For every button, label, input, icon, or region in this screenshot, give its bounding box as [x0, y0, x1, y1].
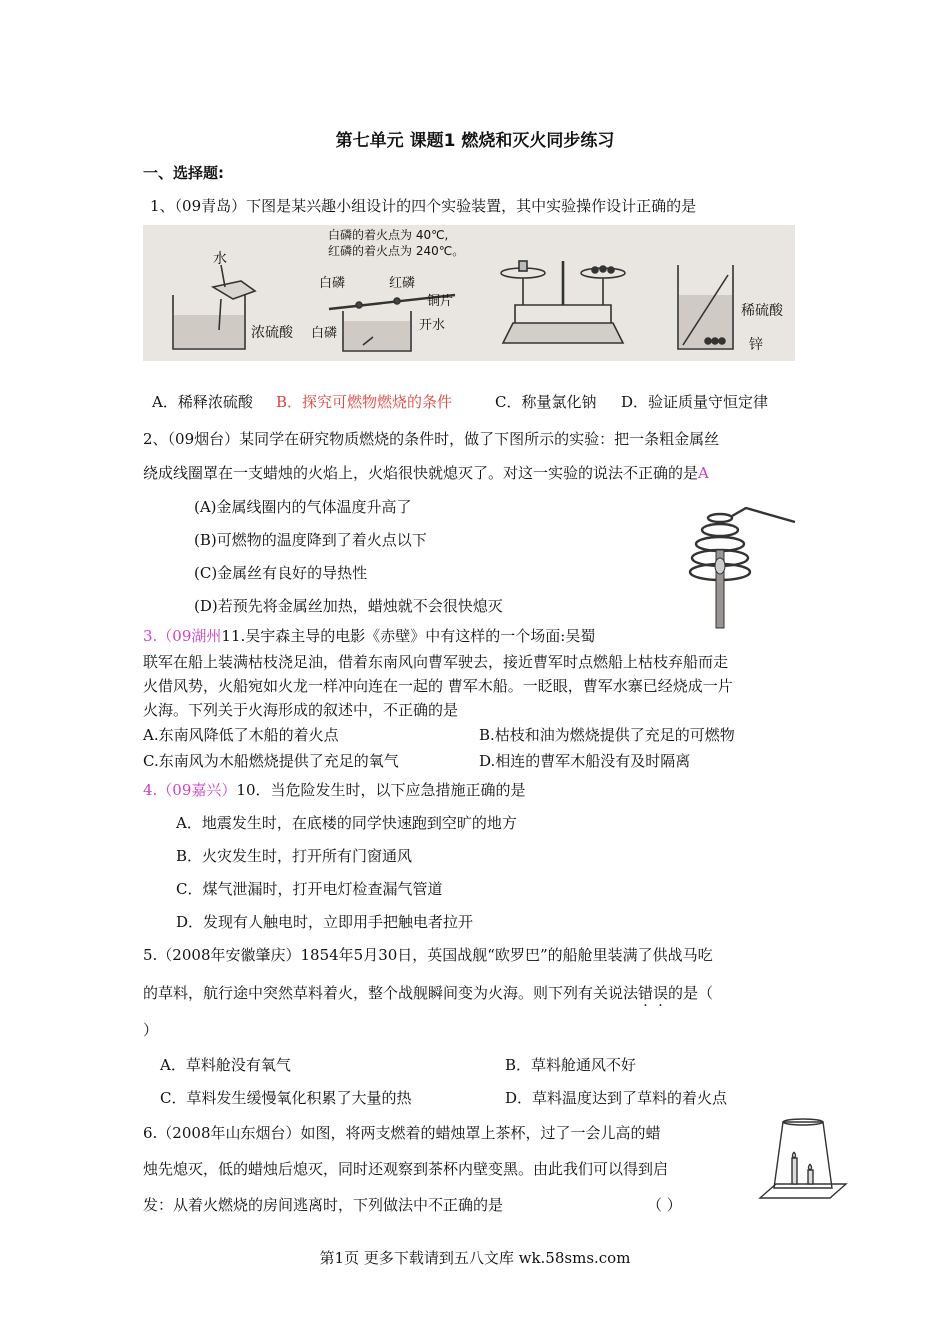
page-footer: 第1页 更多下载请到五八文库 wk.58sms.com: [319, 1249, 631, 1267]
question-4-tag: 4.（09嘉兴）: [143, 781, 237, 799]
fig-label-red-p: 红磷: [389, 276, 416, 291]
q4-option-a: A．地震发生时，在底楼的同学快速跑到空旷的地方: [176, 814, 517, 832]
q3-option-c: C.东南风为木船燃烧提供了充足的氧气: [143, 752, 399, 770]
coil-candle-figure: [680, 500, 800, 630]
question-5-line-2: [143, 982, 713, 1003]
question-3-tag: 3.（09湖州: [143, 627, 222, 645]
q1-option-b: B．探究可燃物燃烧的条件: [276, 393, 453, 411]
fig-label-white-p: 白磷: [319, 276, 346, 291]
candles-under-cup-figure: [758, 1118, 848, 1210]
fig-label-water: 水: [213, 251, 227, 267]
question-2-answer: A: [698, 464, 709, 482]
q5-option-a: A．草料舱没有氧气: [160, 1056, 291, 1074]
question-6-line-1: 6.（2008年山东烟台）如图，将两支燃着的蜡烛罩上茶杯，过了一会儿高的蜡: [143, 1124, 661, 1142]
question-2-line-1: 2、（09烟台）某同学在研究物质燃烧的条件时，做了下图所示的实验：把一条粗金属丝: [143, 430, 720, 448]
q5-option-d: D．草料温度达到了草料的着火点: [505, 1089, 728, 1107]
fig-note-2: 红磷的着火点为 240℃。: [328, 244, 465, 258]
question-3-line-4: 火海。下列关于火海形成的叙述中，不正确的是: [143, 701, 459, 719]
q4-option-b: B．火灾发生时，打开所有门窗通风: [176, 847, 413, 865]
fig-label-dilute-acid: 稀硫酸: [741, 303, 783, 319]
emphasis-char-2: 误: [653, 984, 669, 1002]
question-6-line-2: 烛先熄灭，低的蜡烛后熄灭，同时还观察到茶杯内壁变黑。由此我们可以得到启: [143, 1160, 669, 1178]
question-4-text: 10．当危险发生时，以下应急措施正确的是: [236, 781, 526, 799]
q5-option-c: C．草料发生缓慢氧化积累了大量的热: [160, 1089, 412, 1107]
question-4-stem: [143, 779, 526, 800]
lab-apparatus-figure: [143, 225, 795, 361]
question-2-line-2: [143, 462, 709, 483]
q3-option-d: D.相连的曹军木船没有及时隔离: [479, 752, 691, 770]
question-3-line-3: 火借风势，火船宛如火龙一样冲向连在一起的 曹军木船。一眨眼，曹军水寨已经烧成一片: [143, 677, 733, 695]
fig-label-zinc: 锌: [749, 337, 763, 353]
q4-option-d: D．发现有人触电时，立即用手把触电者拉开: [176, 913, 474, 931]
fig-note-1: 白磷的着火点为 40℃,: [328, 228, 449, 242]
question-5-text: 的草料，航行途中突然草料着火，整个战舰瞬间变为火海。则下列有关说法: [143, 984, 639, 1002]
section-heading: 一、选择题:: [143, 164, 224, 182]
fig-label-copper: 铜片: [427, 294, 454, 309]
question-2-text: 绕成线圈罩在一支蜡烛的火焰上，火焰很快就熄灭了。对这一实验的说法不正确的是: [143, 464, 699, 482]
emphasis-char-1: 错: [638, 984, 654, 1002]
question-5-line-1: 5.（2008年安徽肇庆）1854年5月30日，英国战舰“欧罗巴”的船舱里装满了供战马吃: [143, 946, 713, 964]
fig-label-conc-acid: 浓硫酸: [251, 325, 293, 341]
q2-option-b: (B)可燃物的温度降到了着火点以下: [194, 531, 427, 549]
question-5-text-end: 的是（: [668, 984, 714, 1002]
question-3-line-2: 联军在船上装满枯枝浇足油，借着东南风向曹军驶去，接近曹军时点燃船上枯枝弃船而走: [143, 653, 729, 671]
question-3-text: 11.吴宇森主导的电影《赤壁》中有这样的一个场面:吴蜀: [221, 627, 596, 645]
q3-option-b: B.枯枝和油为燃烧提供了充足的可燃物: [479, 726, 735, 744]
question-5-line-3: ）: [143, 1021, 159, 1039]
fig-label-white-p-2: 白磷: [311, 326, 338, 341]
question-6-line-3: 发：从着火燃烧的房间逃离时，下列做法中不正确的是: [143, 1196, 504, 1214]
page-title: 第七单元 课题1 燃烧和灭火同步练习: [335, 131, 615, 151]
q5-option-b: B．草料舱通风不好: [505, 1056, 637, 1074]
question-1-stem: 1、（09青岛）下图是某兴趣小组设计的四个实验装置，其中实验操作设计正确的是: [150, 197, 697, 215]
fig-label-boiling: 开水: [419, 318, 446, 333]
q1-option-d: D．验证质量守恒定律: [621, 393, 769, 411]
q2-option-c: (C)金属丝有良好的导热性: [194, 564, 368, 582]
question-6-answer-blank: （ ）: [647, 1196, 682, 1214]
question-3-line-1: [143, 625, 595, 646]
q1-option-a: A．稀释浓硫酸: [152, 393, 253, 411]
q2-option-a: (A)金属线圈内的气体温度升高了: [194, 498, 412, 516]
q2-option-d: (D)若预先将金属丝加热，蜡烛就不会很快熄灭: [194, 597, 503, 615]
q1-option-c: C．称量氯化钠: [495, 393, 597, 411]
q4-option-c: C．煤气泄漏时，打开电灯检查漏气管道: [176, 880, 443, 898]
q3-option-a: A.东南风降低了木船的着火点: [143, 726, 339, 744]
question-1-figure: [143, 225, 795, 361]
